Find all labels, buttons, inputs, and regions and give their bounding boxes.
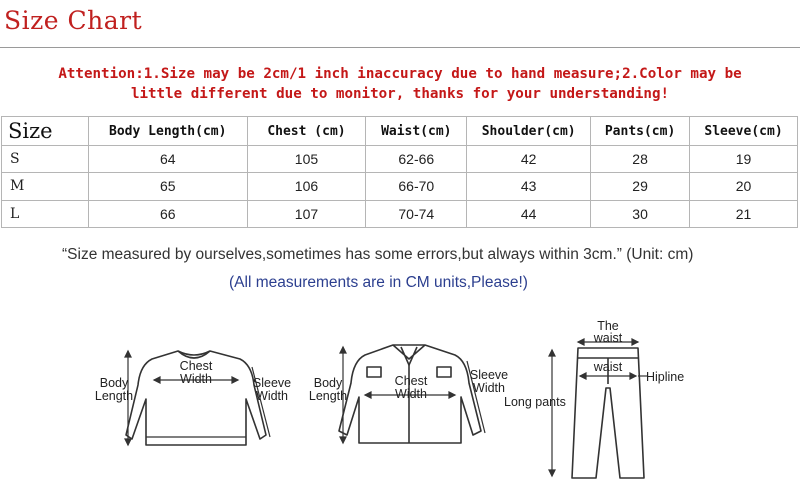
sweater-chest-label: Chest Width (179, 359, 213, 386)
sweater-body-label: Body Length (94, 376, 134, 403)
size-table (1, 116, 798, 228)
header-waist: Waist(cm) (366, 117, 467, 146)
header-chest: Chest (cm) (247, 117, 366, 146)
table-row (2, 146, 798, 173)
pants-diagram (500, 318, 700, 486)
table-cell: L (2, 200, 89, 227)
header-size: Size (2, 117, 89, 146)
header-body-length: Body Length(cm) (88, 117, 247, 146)
shirt-body-label: Body Length (308, 376, 348, 403)
header-shoulder: Shoulder(cm) (467, 117, 591, 146)
table-cell: 43 (467, 173, 591, 200)
table-cell: 64 (88, 146, 247, 173)
title-divider (0, 47, 800, 48)
measurement-note: “Size measured by ourselves,sometimes has some errors,but always within 3cm.” (Unit: cm) (62, 246, 694, 263)
table-cell: 66 (88, 200, 247, 227)
table-cell: M (2, 173, 89, 200)
table-cell: 65 (88, 173, 247, 200)
attention-line-2: little different due to monitor, thanks for your understanding! (130, 86, 670, 102)
table-cell: S (2, 146, 89, 173)
table-cell: 107 (247, 200, 366, 227)
shirt-diagram (305, 325, 515, 485)
table-cell: 106 (247, 173, 366, 200)
table-cell: 62-66 (366, 146, 467, 173)
table-cell: 19 (690, 146, 798, 173)
attention-line-1: Attention:1.Size may be 2cm/1 inch inaccuracy due to hand measure;2.Color may be (58, 66, 742, 82)
shirt-sleeve-label: Sleeve Width (469, 368, 509, 395)
table-cell: 21 (690, 200, 798, 227)
table-cell: 70-74 (366, 200, 467, 227)
table-row (2, 200, 798, 227)
table-cell: 29 (591, 173, 690, 200)
pants-waist-label: waist (593, 360, 623, 374)
units-note: (All measurements are in CM units,Please!) (229, 274, 528, 291)
shirt-collar (393, 345, 425, 365)
table-cell: 42 (467, 146, 591, 173)
pants-the-label: The (597, 319, 619, 333)
table-header-row (2, 117, 798, 146)
table-cell: 20 (690, 173, 798, 200)
table-cell: 30 (591, 200, 690, 227)
header-pants: Pants(cm) (591, 117, 690, 146)
table-cell: 66-70 (366, 173, 467, 200)
shirt-chest-label: Chest Width (394, 374, 428, 401)
header-sleeve: Sleeve(cm) (690, 117, 798, 146)
sweater-sleeve-label: Sleeve Width (252, 376, 292, 403)
shirt-illustration (305, 325, 515, 485)
table-cell: 44 (467, 200, 591, 227)
sweater-illustration (90, 325, 300, 485)
pants-waist-top-label: waist (593, 331, 623, 345)
table-cell: 28 (591, 146, 690, 173)
sweater-diagram (90, 325, 300, 485)
table-cell: 105 (247, 146, 366, 173)
table-row (2, 173, 798, 200)
attention-note (0, 64, 800, 104)
pants-hipline-label: Hipline (646, 370, 685, 384)
page-title: Size Chart (4, 6, 143, 35)
pants-long-label: Long pants (504, 395, 566, 409)
